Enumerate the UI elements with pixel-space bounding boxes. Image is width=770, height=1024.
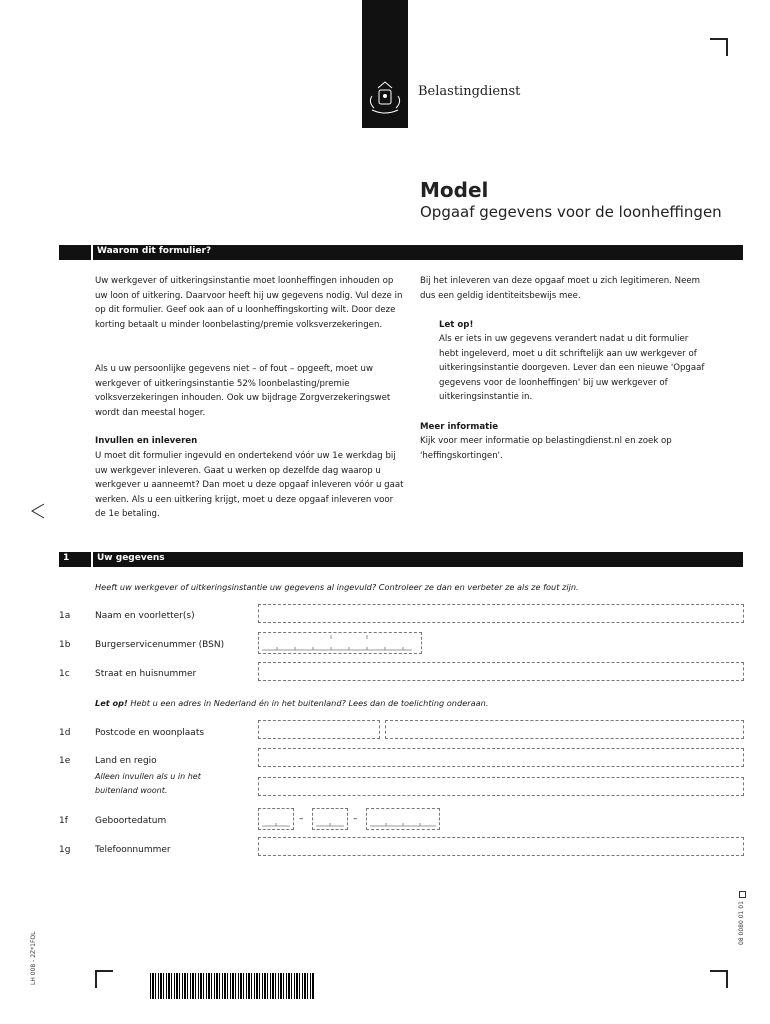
date-separator-2: – bbox=[353, 814, 358, 824]
row-number-1g: 1g bbox=[59, 845, 71, 855]
row-sublabel-1e: Alleen invullen als u in het buitenland woont. bbox=[95, 772, 201, 795]
corner-mark-top-right bbox=[710, 38, 728, 56]
form-subtitle: Opgaaf gegevens voor de loonheffingen bbox=[420, 203, 722, 221]
chevron-left-icon bbox=[30, 502, 46, 524]
row-label-1f: Geboortedatum bbox=[95, 816, 167, 826]
date-separator-1: – bbox=[299, 814, 304, 824]
brand-name: Belastingdienst bbox=[418, 84, 521, 99]
birth-day-input[interactable] bbox=[258, 808, 294, 830]
row-number-1f: 1f bbox=[59, 816, 68, 826]
row-label-1b: Burgerservicenummer (BSN) bbox=[95, 640, 225, 650]
phone-input[interactable] bbox=[258, 837, 744, 856]
section-bar-1 bbox=[59, 552, 743, 567]
row-number-1d: 1d bbox=[59, 728, 71, 738]
address-note-text: Hebt u een adres in Nederland én in het buitenland? Lees dan de toelichting onderaan. bbox=[127, 698, 489, 708]
footer-checkbox bbox=[739, 891, 746, 898]
right-intro: Bij het inleveren van deze opgaaf moet u zich legitimeren. Neem dus een geldig identiteitsbewijs mee. bbox=[420, 276, 701, 301]
section-1-number: 1 bbox=[63, 553, 70, 563]
birth-year-input[interactable] bbox=[366, 808, 440, 830]
region-input[interactable] bbox=[258, 777, 744, 796]
row-label-1c: Straat en huisnummer bbox=[95, 669, 197, 679]
section-1-instruction: Heeft uw werkgever of uitkeringsinstantie uw gegevens al ingevuld? Controleer ze dan en verbeter ze als ze fout zijn. bbox=[95, 582, 579, 592]
corner-mark-bottom-left bbox=[95, 970, 113, 988]
bsn-input[interactable] bbox=[258, 632, 422, 654]
section-bar-why bbox=[59, 245, 743, 260]
section-why-label: Waarom dit formulier? bbox=[97, 246, 212, 256]
form-title: Model bbox=[420, 178, 489, 202]
row-number-1a: 1a bbox=[59, 611, 71, 621]
row-number-1c: 1c bbox=[59, 669, 70, 679]
more-heading: Meer informatie bbox=[420, 422, 499, 432]
footer-right-code: 08 0080 01 01 bbox=[738, 901, 745, 945]
country-input[interactable] bbox=[258, 748, 744, 767]
why-paragraph-1: Uw werkgever of uitkeringsinstantie moet loonheffingen inhouden op uw loon of uitkering. Daarvoor heeft hij uw gegevens nodig. Vul deze in op dit formulier. Geef ook aan of u loonheffingskorting wilt. Door deze korting betaalt u minder loonbelasting/premie volksverzekeringen. bbox=[95, 276, 403, 330]
birth-month-input[interactable] bbox=[312, 808, 348, 830]
address-note-bold: Let op! bbox=[95, 698, 128, 708]
fill-text: U moet dit formulier ingevuld en ondertekend vóór uw 1e werkdag bij uw werkgever inleveren. Gaat u werken op dezelfde dag waarop u werkgever u aanneemt? Dan moet u deze opgaaf inleveren vóór u gaat werken. Als u een uitkering krijgt, moet u deze opgaaf inleveren voor de 1e betaling. bbox=[95, 451, 404, 520]
row-number-1b: 1b bbox=[59, 640, 71, 650]
note-text: Als er iets in uw gegevens verandert nadat u dit formulier hebt ingeleverd, moet u dit schriftelijk aan uw werkgever of uitkeringsinstantie doorgeven. Lever dan een nieuwe 'Opgaaf gegevens voor de loonheffingen' bij uw werkgever of uitkeringsinstantie in. bbox=[439, 334, 705, 403]
note-heading: Let op! bbox=[439, 320, 474, 330]
footer-left-code: LH 008 - 2Z*1FOL bbox=[30, 931, 37, 985]
barcode bbox=[150, 973, 315, 999]
postcode-input[interactable] bbox=[258, 720, 380, 739]
row-label-1a: Naam en voorletter(s) bbox=[95, 611, 195, 621]
street-input[interactable] bbox=[258, 662, 744, 681]
row-number-1e: 1e bbox=[59, 756, 71, 766]
more-text: Kijk voor meer informatie op belastingdienst.nl en zoek op 'heffingskortingen'. bbox=[420, 436, 672, 461]
row-label-1e: Land en regio bbox=[95, 756, 157, 766]
corner-mark-bottom-right bbox=[710, 970, 728, 988]
city-input[interactable] bbox=[385, 720, 744, 739]
section-1-label: Uw gegevens bbox=[97, 553, 165, 563]
address-note bbox=[95, 698, 488, 708]
logo-emblem bbox=[362, 0, 408, 128]
why-paragraph-2: Als u uw persoonlijke gegevens niet – of fout – opgeeft, moet uw werkgever of uitkeringsinstantie 52% loonbelasting/premie volksverzekeringen inhouden. Ook uw bijdrage Zorgverzekeringswet wordt dan meestal hoger. bbox=[95, 364, 391, 418]
row-label-1d: Postcode en woonplaats bbox=[95, 728, 205, 738]
name-input[interactable] bbox=[258, 604, 744, 623]
row-label-1g: Telefoonnummer bbox=[95, 845, 171, 855]
fill-heading: Invullen en inleveren bbox=[95, 436, 198, 446]
